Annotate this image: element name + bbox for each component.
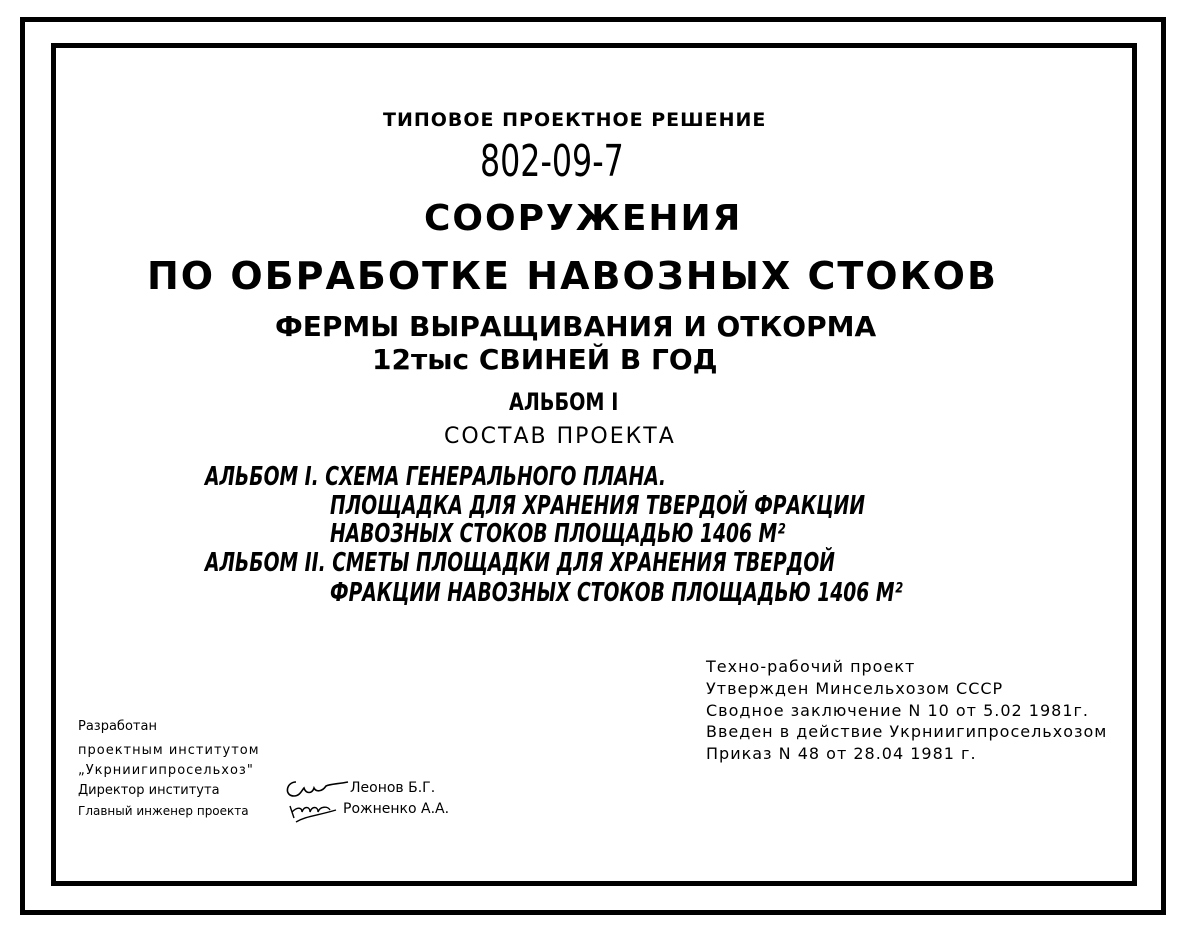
contents-line-1: АЛЬБОМ I. СХЕМА ГЕНЕРАЛЬНОГО ПЛАНА. [205, 462, 666, 492]
chief-engineer-signature [286, 800, 341, 824]
approval-line-1: Техно-рабочий проект [706, 657, 916, 676]
chief-engineer-label: Главный инженер проекта [78, 804, 249, 818]
developer-line-2: проектным институтом [78, 743, 260, 758]
contents-line-5: ФРАКЦИИ НАВОЗНЫХ СТОКОВ ПЛОЩАДЬЮ 1406 М² [330, 578, 903, 608]
contents-line-2: ПЛОЩАДКА ДЛЯ ХРАНЕНИЯ ТВЕРДОЙ ФРАКЦИИ [330, 491, 866, 521]
approval-line-2: Утвержден Минсельхозом СССР [706, 679, 1004, 698]
document-number: 802-09-7 [480, 136, 624, 187]
developer-line-1: Разработан [78, 719, 157, 734]
approval-line-4: Введен в действие Укрниигипросельхозом [706, 722, 1108, 741]
subtitle-line-1: ФЕРМЫ ВЫРАЩИВАНИЯ И ОТКОРМА [275, 310, 877, 343]
contents-line-3: НАВОЗНЫХ СТОКОВ ПЛОЩАДЬЮ 1406 М² [330, 519, 786, 549]
developer-line-3: „Укрниигипросельхоз" [78, 763, 254, 778]
approval-line-5: Приказ N 48 от 28.04 1981 г. [706, 744, 977, 763]
approval-line-3: Сводное заключение N 10 от 5.02 1981г. [706, 701, 1090, 720]
document-kind: ТИПОВОЕ ПРОЕКТНОЕ РЕШЕНИЕ [383, 109, 767, 131]
contents-heading: СОСТАВ ПРОЕКТА [444, 424, 676, 449]
subtitle-line-2: 12тыс СВИНЕЙ В ГОД [372, 343, 718, 376]
director-signature [282, 778, 352, 802]
title-line-1: СООРУЖЕНИЯ [424, 198, 743, 239]
contents-line-4: АЛЬБОМ II. СМЕТЫ ПЛОЩАДКИ ДЛЯ ХРАНЕНИЯ ТВЕРДОЙ [205, 548, 835, 578]
chief-engineer-name: Рожненко А.А. [343, 801, 450, 817]
director-name: Леонов Б.Г. [350, 780, 436, 796]
title-line-2: ПО ОБРАБОТКЕ НАВОЗНЫХ СТОКОВ [147, 254, 998, 298]
album-label: АЛЬБОМ I [509, 388, 619, 416]
director-label: Директор института [78, 783, 220, 798]
